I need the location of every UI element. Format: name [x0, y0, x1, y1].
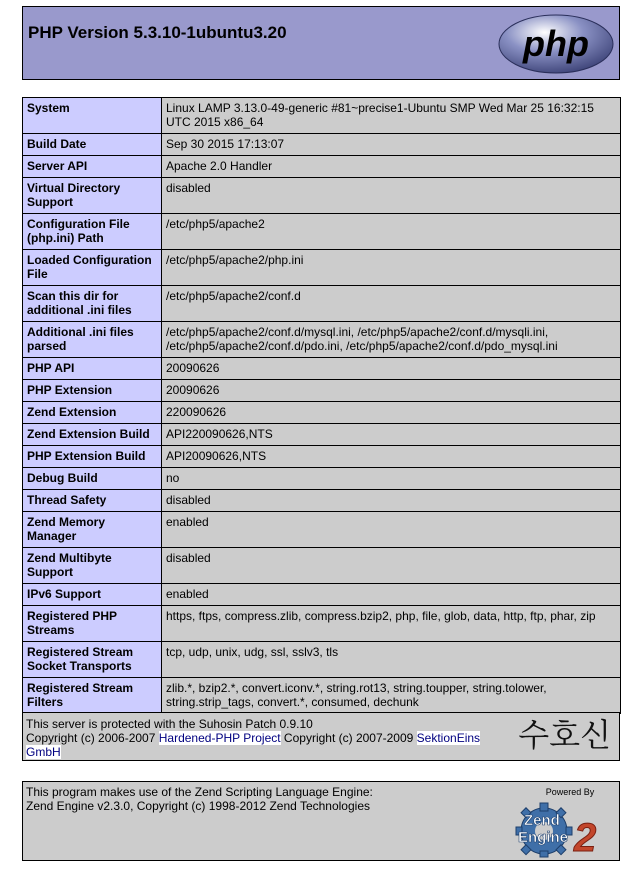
info-label: PHP API [23, 358, 162, 380]
zend-text [26, 785, 446, 813]
info-value: Sep 30 2015 17:13:07 [162, 134, 621, 156]
table-row [23, 178, 621, 214]
info-label: PHP Extension [23, 380, 162, 402]
table-row [23, 214, 621, 250]
info-value: /etc/php5/apache2 [162, 214, 621, 250]
info-label: System [23, 98, 162, 134]
info-label: PHP Extension Build [23, 446, 162, 468]
hardened-php-link[interactable]: Hardened-PHP Project [158, 731, 281, 745]
info-value: Apache 2.0 Handler [162, 156, 621, 178]
info-value: /etc/php5/apache2/conf.d [162, 286, 621, 322]
info-label: Build Date [23, 134, 162, 156]
php-info-table [22, 97, 621, 714]
suhosin-text [26, 717, 501, 759]
info-value: /etc/php5/apache2/php.ini [162, 250, 621, 286]
zend-box [22, 781, 620, 861]
table-row [23, 512, 621, 548]
table-row [23, 380, 621, 402]
php-logo-icon [497, 13, 615, 75]
table-row [23, 358, 621, 380]
info-value: zlib.*, bzip2.*, convert.iconv.*, string.rot13, string.toupper, string.tolower, string.strip_tags, convert.*, consumed, dechunk [162, 678, 621, 714]
table-row [23, 424, 621, 446]
info-value: /etc/php5/apache2/conf.d/mysql.ini, /etc/php5/apache2/conf.d/mysqli.ini, /etc/php5/apache2/conf.d/pdo.ini, /etc/php5/apache2/conf.d/pdo_mysql.ini [162, 322, 621, 358]
info-value: disabled [162, 178, 621, 214]
table-row [23, 468, 621, 490]
table-row [23, 548, 621, 584]
suhosin-box [22, 712, 620, 761]
suhosin-logo[interactable]: 수호신 [518, 716, 611, 754]
php-header [22, 6, 620, 80]
zend-powered-text: Powered By [545, 787, 595, 797]
engine-word: Engine [518, 829, 569, 846]
info-label: Configuration File (php.ini) Path [23, 214, 162, 250]
table-row [23, 286, 621, 322]
info-label: Virtual Directory Support [23, 178, 162, 214]
table-row [23, 606, 621, 642]
table-row [23, 250, 621, 286]
info-label: Zend Extension [23, 402, 162, 424]
info-label: Loaded Configuration File [23, 250, 162, 286]
info-value: disabled [162, 490, 621, 512]
info-label: Debug Build [23, 468, 162, 490]
info-label: Zend Memory Manager [23, 512, 162, 548]
info-value: API20090626,NTS [162, 446, 621, 468]
info-value: disabled [162, 548, 621, 584]
info-value: enabled [162, 512, 621, 548]
info-value: enabled [162, 584, 621, 606]
zend-line2: Zend Engine v2.3.0, Copyright (c) 1998-2012 Zend Technologies [26, 799, 370, 813]
info-value: tcp, udp, unix, udg, ssl, sslv3, tls [162, 642, 621, 678]
info-label: Scan this dir for additional .ini files [23, 286, 162, 322]
table-row [23, 156, 621, 178]
info-value: 20090626 [162, 380, 621, 402]
table-row [23, 98, 621, 134]
info-value: https, ftps, compress.zlib, compress.bzip2, php, file, glob, data, http, ftp, phar, zip [162, 606, 621, 642]
zend-version-numeral: 2 [574, 816, 597, 859]
suhosin-copyright2: Copyright (c) 2007-2009 [280, 731, 417, 745]
info-value: 220090626 [162, 402, 621, 424]
info-label: Registered Stream Filters [23, 678, 162, 714]
info-value: no [162, 468, 621, 490]
table-row [23, 490, 621, 512]
info-label: Zend Extension Build [23, 424, 162, 446]
info-label: Registered Stream Socket Transports [23, 642, 162, 678]
zend-engine-logo-icon[interactable] [504, 785, 616, 859]
info-label: Thread Safety [23, 490, 162, 512]
zend-line1: This program makes use of the Zend Scripting Language Engine: [26, 785, 373, 799]
table-row [23, 584, 621, 606]
table-row [23, 642, 621, 678]
info-label: IPv6 Support [23, 584, 162, 606]
page-title: PHP Version 5.3.10-1ubuntu3.20 [28, 23, 287, 42]
table-row [23, 678, 621, 714]
sektioneins-link[interactable]: SektionEins GmbH [26, 731, 481, 759]
info-label: Additional .ini files parsed [23, 322, 162, 358]
suhosin-copyright1: Copyright (c) 2006-2007 [26, 731, 159, 745]
info-value: API220090626,NTS [162, 424, 621, 446]
zend-word: Zend [524, 812, 560, 829]
info-value: 20090626 [162, 358, 621, 380]
table-row [23, 446, 621, 468]
suhosin-line1: This server is protected with the Suhosin Patch 0.9.10 [26, 717, 313, 731]
info-label: Registered PHP Streams [23, 606, 162, 642]
table-row [23, 322, 621, 358]
php-logo-text: php [523, 23, 589, 64]
info-label: Zend Multibyte Support [23, 548, 162, 584]
info-label: Server API [23, 156, 162, 178]
info-value: Linux LAMP 3.13.0-49-generic #81~precise1-Ubuntu SMP Wed Mar 25 16:32:15 UTC 2015 x86_64 [162, 98, 621, 134]
table-row [23, 134, 621, 156]
table-row [23, 402, 621, 424]
